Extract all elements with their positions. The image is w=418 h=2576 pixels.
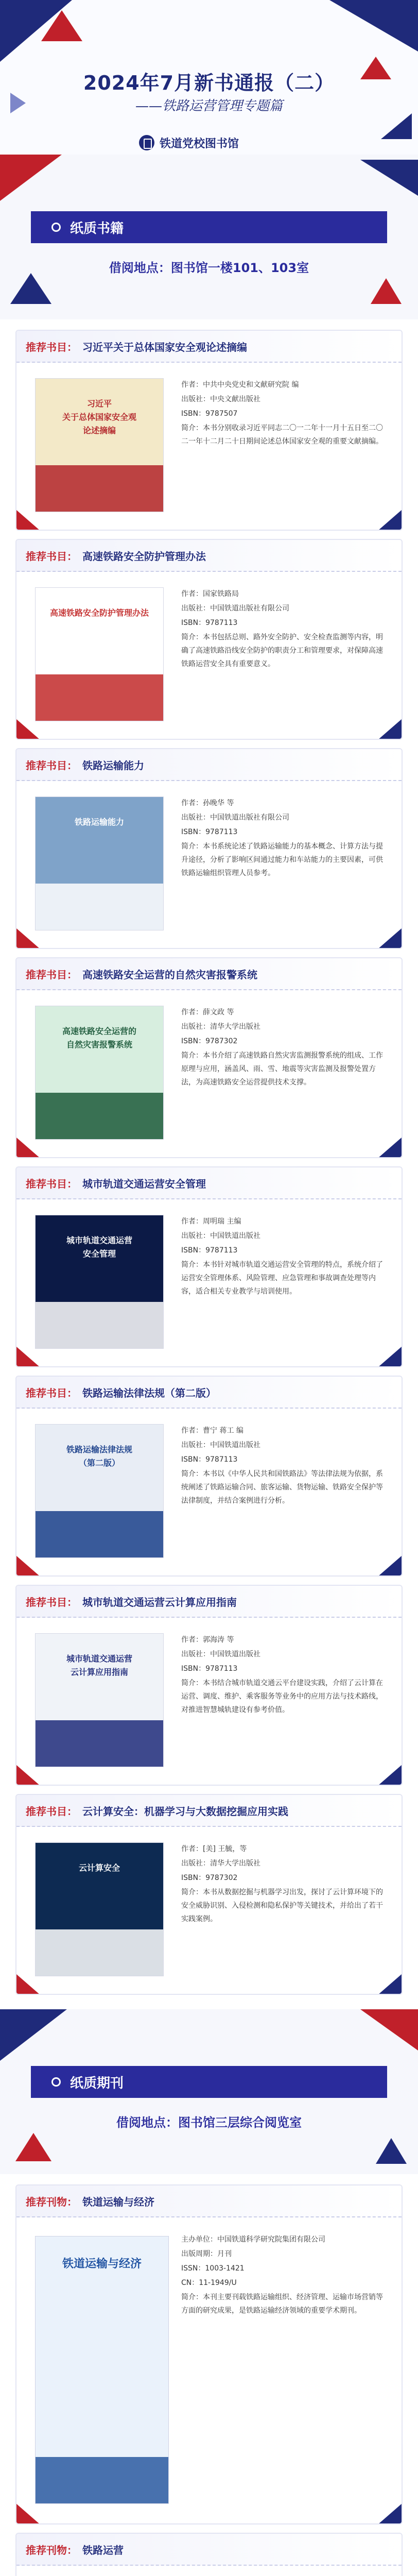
section-banner-label: 纸质期刊: [70, 2075, 124, 2091]
book-cover-image: [35, 1006, 164, 1140]
info-line: CN：11-1949/U: [181, 2279, 237, 2287]
decor-triangle: [16, 1556, 40, 1577]
book-cover-image: [35, 1633, 164, 1767]
info-line: 作者：曹宁 蒋工 编: [181, 1427, 243, 1435]
card-body: [16, 1618, 402, 1786]
journal-card: [15, 2533, 403, 2576]
book-card: [15, 1376, 403, 1577]
decor-triangle: [329, 0, 418, 52]
decor-triangle: [16, 719, 40, 740]
cover-text: 习近平: [86, 399, 112, 409]
decor-triangle: [378, 1765, 402, 1786]
info-line: 简介：本书针对城市轨道交通运营安全管理的特点，系统介绍了运营安全管理体系、风险管理、应急管理和事故调查处理等内容，适合相关专业教学与培训使用。: [181, 1261, 383, 1296]
book-info: [181, 1842, 387, 1927]
cover-text: 铁路运输能力: [74, 817, 124, 827]
card-title: 高速铁路安全防护管理办法: [82, 550, 206, 563]
decor-triangle: [10, 273, 51, 304]
decor-triangle: [16, 510, 40, 531]
card-body: [16, 781, 402, 949]
book-card: [15, 957, 403, 1158]
info-line: 作者：郭海涛 等: [181, 1636, 234, 1644]
card-title-bar: [16, 1377, 402, 1409]
card-title: 城市轨道交通运营安全管理: [82, 1177, 206, 1190]
decor-triangle: [41, 10, 82, 41]
borrow-location: 借阅地点：图书馆三层综合阅览室: [116, 2115, 302, 2130]
decor-triangle: [0, 2009, 67, 2061]
info-line: 作者：孙晚华 等: [181, 799, 234, 807]
info-line: 作者：[美] 王毓，等: [181, 1845, 247, 1853]
decor-triangle: [378, 510, 402, 531]
card-body: [16, 1199, 402, 1367]
card-title: 铁路运输法律法规（第二版）: [82, 1386, 216, 1399]
library-brand: [139, 135, 239, 150]
book-info: [181, 378, 387, 449]
cover-band: [36, 465, 163, 512]
decor-triangle: [378, 719, 402, 740]
book-info: [181, 796, 387, 881]
info-line: 简介：本书从数据挖掘与机器学习出发，探讨了云计算环境下的安全威胁识别、入侵检测和隐私保护等关键技术，并给出了若干实践案例。: [181, 1888, 383, 1923]
header: [0, 0, 418, 155]
cover-text: 云计算安全: [78, 1863, 120, 1873]
book-card: [15, 539, 403, 740]
cover-text: 高速铁路安全防护管理办法: [49, 608, 149, 618]
info-line: 简介：本书结合城市轨道交通云平台建设实践，介绍了云计算在运营、调度、维护、乘客服务等业务中的应用方法与技术路线，对推进智慧城轨建设有参考价值。: [181, 1679, 383, 1714]
info-line: 主办单位：中国铁道科学研究院集团有限公司: [181, 2235, 325, 2244]
book-cover-image: [35, 796, 164, 930]
card-title-bar: [16, 2185, 402, 2217]
card-title: 铁路运营: [82, 2544, 124, 2556]
book-info: [181, 1006, 387, 1090]
info-line: 作者：国家铁路局: [181, 590, 239, 598]
decor-triangle: [16, 928, 40, 949]
decor-triangle: [0, 155, 62, 201]
info-line: 作者：中共中央党史和文献研究院 编: [181, 381, 299, 389]
info-line: 出版周期：月刊: [181, 2250, 232, 2258]
card-body: [16, 363, 402, 531]
info-line: ISBN：9787113: [181, 1665, 238, 1673]
book-info: [181, 2233, 387, 2318]
book-card: [15, 1166, 403, 1367]
cover-text: 自然灾害报警系统: [66, 1040, 132, 1049]
pin-icon: [51, 2077, 61, 2087]
borrow-location: 借阅地点：图书馆一楼101、103室: [109, 261, 309, 275]
info-line: 作者：周明瑞 主编: [181, 1217, 241, 1226]
info-line: 简介：本书以《中华人民共和国铁路法》等法律法规为依据，系统阐述了铁路运输合同、旅客运输、货物运输、铁路安全保护等法律制度，并结合案例进行分析。: [181, 1470, 383, 1505]
decor-triangle: [378, 1556, 402, 1577]
info-line: 出版社：中国铁道出版社: [181, 1232, 260, 1240]
recommend-label: 推荐书目：: [26, 1177, 77, 1190]
info-line: 出版社：中国铁道出版社有限公司: [181, 814, 289, 822]
info-line: 简介：本书系统论述了铁路运输能力的基本概念、计算方法与提升途径，分析了影响区间通过能力和车站能力的主要因素，可供铁路运输组织管理人员参考。: [181, 842, 383, 877]
decor-triangle: [371, 278, 402, 304]
info-line: ISSN：1003-1421: [181, 2264, 245, 2273]
decor-triangle: [378, 2504, 402, 2524]
book-card: [15, 1585, 403, 1786]
info-line: 出版社：中国铁道出版社: [181, 1650, 260, 1658]
cover-text: 城市轨道交通运营: [66, 1235, 132, 1245]
card-body: [16, 1827, 402, 1995]
page-subtitle: ——铁路运营管理专题篇: [135, 98, 283, 114]
card-title-bar: [16, 1795, 402, 1827]
journal-cover-image: [35, 2236, 169, 2504]
decor-triangle: [378, 1138, 402, 1158]
decor-triangle: [376, 2138, 407, 2164]
info-line: ISBN：9787302: [181, 1037, 238, 1045]
info-line: 出版社：清华大学出版社: [181, 1859, 260, 1868]
cover-text: 关于总体国家安全观: [62, 412, 136, 422]
journal-card: [15, 2184, 403, 2524]
decor-triangle: [378, 1347, 402, 1367]
decor-triangle: [16, 1138, 40, 1158]
book-cover-image: [35, 1215, 164, 1349]
section-banner: [31, 211, 387, 243]
card-title-bar: [16, 540, 402, 572]
cover-text: 高速铁路安全运营的: [62, 1026, 136, 1036]
recommend-label: 推荐书目：: [26, 759, 77, 772]
cover-band: [36, 884, 163, 930]
library-name: 铁道党校图书馆: [160, 137, 239, 150]
card-title-bar: [16, 331, 402, 363]
section-banner-label: 纸质书籍: [70, 221, 124, 236]
recommend-label: 推荐书目：: [26, 968, 77, 981]
info-line: 简介：本书包括总则、路外安全防护、安全检查监测等内容，明确了高速铁路沿线安全防护的职责分工和管理要求，对保障高速铁路运营安全具有重要意义。: [181, 633, 383, 668]
book-info: [181, 587, 387, 672]
book-cover-image: [35, 1842, 164, 1976]
info-line: ISBN：9787507: [181, 410, 238, 418]
card-body: [16, 990, 402, 1158]
decor-triangle: [16, 2504, 40, 2524]
book-cover-image: [35, 587, 164, 721]
pin-icon: [51, 223, 61, 232]
recommend-label: 推荐书目：: [26, 1596, 77, 1608]
decor-triangle: [16, 1974, 40, 1995]
library-logo-icon: [139, 135, 154, 150]
book-info: [181, 1424, 387, 1509]
cover-band: [36, 674, 163, 721]
cover-band: [36, 1511, 163, 1557]
info-line: 简介：本刊主要刊载铁路运输组织、经济管理、运输市场营销等方面的研究成果，是铁路运输经济领域的重要学术期刊。: [181, 2293, 383, 2315]
recommend-label: 推荐刊物：: [26, 2544, 77, 2556]
info-line: 出版社：中国铁道出版社: [181, 1441, 260, 1449]
card-title: 习近平关于总体国家安全观论述摘编: [82, 341, 247, 353]
book-card: [15, 748, 403, 949]
cover-band: [36, 1929, 163, 1976]
card-title-bar: [16, 1167, 402, 1199]
decor-triangle: [381, 113, 412, 139]
info-line: ISBN：9787113: [181, 1455, 238, 1464]
card-title: 城市轨道交通运营云计算应用指南: [82, 1596, 237, 1608]
info-line: 作者：薛文政 等: [181, 1008, 234, 1016]
info-line: ISBN：9787113: [181, 619, 238, 627]
book-card: [15, 1794, 403, 1995]
info-line: ISBN：9787113: [181, 828, 238, 836]
paper-books-banner: [0, 155, 418, 319]
cover-text: 安全管理: [82, 1249, 116, 1259]
recommend-label: 推荐书目：: [26, 550, 77, 563]
recommend-label: 推荐书目：: [26, 1386, 77, 1399]
decor-triangle: [15, 2133, 51, 2161]
card-body: [16, 2566, 402, 2576]
book-card: [15, 330, 403, 531]
cover-text: 城市轨道交通运营: [66, 1654, 132, 1664]
info-line: 简介：本书分别收录习近平同志二〇一二年十一月十五日至二〇二一年十二月二十日期间论述总体国家安全观的重要文献摘编。: [181, 424, 383, 446]
card-title-bar: [16, 749, 402, 781]
info-line: ISBN：9787113: [181, 1246, 238, 1255]
book-cover-image: [35, 1424, 164, 1558]
card-title-bar: [16, 958, 402, 990]
section-banner: [31, 2066, 387, 2098]
book-info: [181, 1215, 387, 1299]
book-cover-image: [35, 378, 164, 512]
recommend-label: 推荐刊物：: [26, 2195, 77, 2208]
cover-text: 云计算应用指南: [70, 1667, 128, 1677]
card-title-bar: [16, 2534, 402, 2566]
cover-text: 论述摘编: [82, 426, 116, 435]
recommend-label: 推荐书目：: [26, 1805, 77, 1818]
decor-triangle: [378, 928, 402, 949]
card-title: 铁路运输能力: [82, 759, 144, 772]
info-line: 出版社：中国铁道出版社有限公司: [181, 604, 289, 613]
cover-band: [36, 2457, 168, 2503]
card-title: 云计算安全：机器学习与大数据挖掘应用实践: [82, 1805, 288, 1818]
decor-triangle: [378, 1974, 402, 1995]
info-line: 出版社：清华大学出版社: [181, 1023, 260, 1031]
cover-band: [36, 1720, 163, 1767]
page-title: 2024年7月新书通报（二）: [83, 72, 335, 94]
info-line: ISBN：9787302: [181, 1874, 238, 1882]
journal-banner: [0, 2009, 418, 2174]
card-body: [16, 572, 402, 740]
card-body: [16, 1409, 402, 1577]
decor-triangle: [16, 1765, 40, 1786]
recommend-label: 推荐书目：: [26, 341, 77, 353]
cover-band: [36, 1302, 163, 1348]
cover-text: （第二版）: [78, 1458, 120, 1468]
info-line: 出版社：中央文献出版社: [181, 395, 260, 403]
cover-text: 铁路运输法律法规: [66, 1445, 132, 1454]
info-line: 简介：本书介绍了高速铁路自然灾害监测报警系统的组成、工作原理与应用，涵盖风、雨、雪、地震等灾害监测及报警处置方法，为高速铁路安全运营提供技术支撑。: [181, 1052, 383, 1087]
cover-text: 铁道运输与经济: [62, 2257, 142, 2270]
decor-triangle: [16, 1347, 40, 1367]
cover-band: [36, 1093, 163, 1139]
decor-triangle: [360, 2009, 418, 2050]
card-title: 高速铁路安全运营的自然灾害报警系统: [82, 968, 257, 981]
card-body: [16, 2217, 402, 2524]
book-info: [181, 1633, 387, 1718]
card-title-bar: [16, 1586, 402, 1618]
card-title: 铁道运输与经济: [82, 2195, 154, 2208]
decor-triangle: [360, 160, 418, 196]
